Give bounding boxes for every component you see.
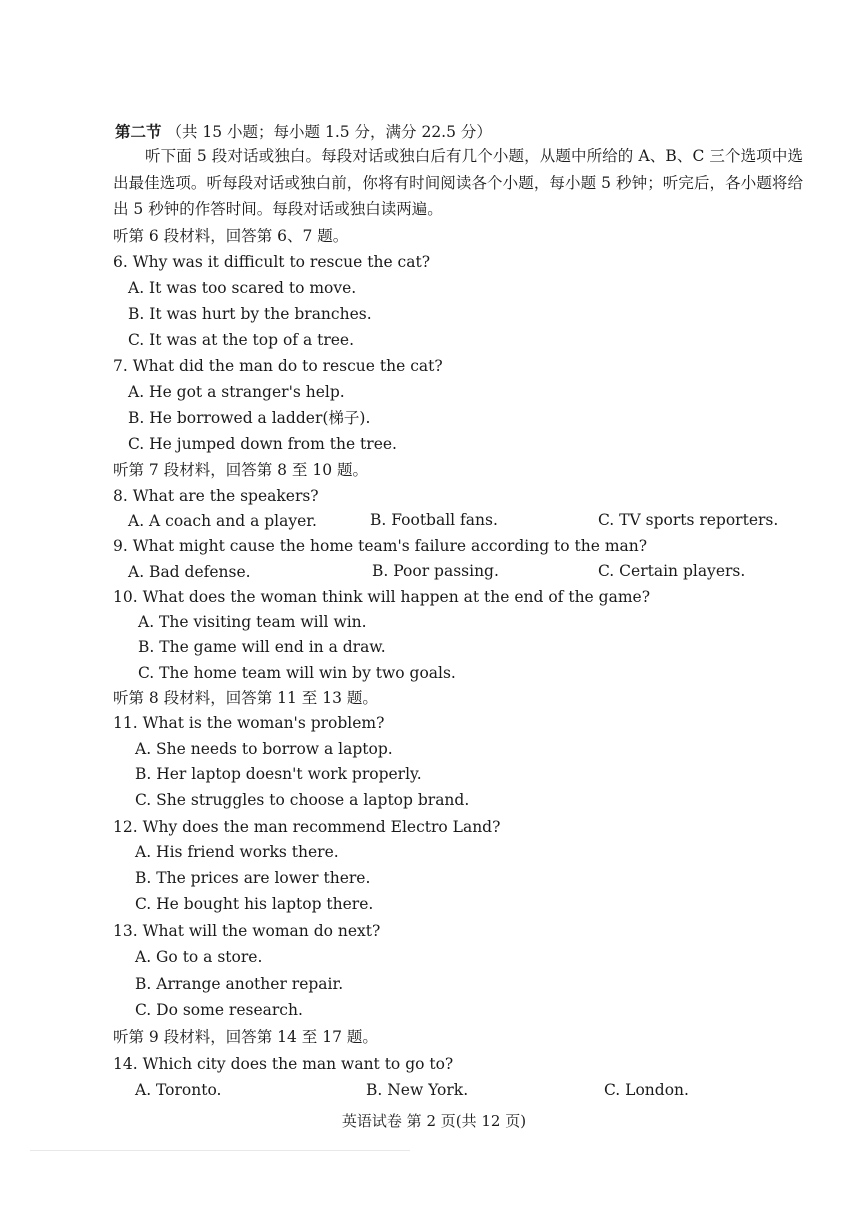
option: A. His friend works there. bbox=[135, 843, 339, 861]
option: C. He jumped down from the tree. bbox=[128, 435, 397, 453]
section-title: 第二节 bbox=[115, 122, 162, 141]
section-heading bbox=[115, 120, 492, 142]
option: C. He bought his laptop there. bbox=[135, 895, 374, 913]
question-stem: 12. Why does the man recommend Electro Land? bbox=[113, 818, 501, 836]
question-stem: 9. What might cause the home team's failure according to the man? bbox=[113, 537, 648, 555]
scan-artifact bbox=[30, 1150, 410, 1151]
option: A. She needs to borrow a laptop. bbox=[135, 740, 393, 758]
question-stem: 13. What will the woman do next? bbox=[113, 922, 381, 940]
question-stem: 10. What does the woman think will happen at the end of the game? bbox=[113, 588, 651, 606]
option: C. She struggles to choose a laptop brand. bbox=[135, 791, 470, 809]
option: C. Do some research. bbox=[135, 1001, 303, 1019]
option: B. The prices are lower there. bbox=[135, 869, 371, 887]
option: B. Her laptop doesn't work properly. bbox=[135, 765, 422, 783]
option: B. It was hurt by the branches. bbox=[128, 305, 372, 323]
group-label: 听第 9 段材料，回答第 14 至 17 题。 bbox=[113, 1028, 378, 1046]
option: A. A coach and a player. bbox=[128, 512, 317, 530]
question-stem: 11. What is the woman's problem? bbox=[113, 714, 385, 732]
option: B. New York. bbox=[366, 1081, 469, 1099]
group-label: 听第 6 段材料，回答第 6、7 题。 bbox=[113, 227, 349, 245]
option: C. TV sports reporters. bbox=[598, 511, 779, 529]
option: A. Bad defense. bbox=[128, 563, 251, 581]
option: B. Arrange another repair. bbox=[135, 975, 344, 993]
option: C. The home team will win by two goals. bbox=[138, 664, 456, 682]
option: B. He borrowed a ladder(梯子). bbox=[128, 409, 371, 427]
option: B. Poor passing. bbox=[372, 562, 499, 580]
page-footer: 英语试卷 第 2 页(共 12 页) bbox=[341, 1112, 527, 1130]
option: A. He got a stranger's help. bbox=[128, 383, 345, 401]
option: A. It was too scared to move. bbox=[128, 279, 357, 297]
section-instructions: 听下面 5 段对话或独白。每段对话或独白后有几个小题，从题中所给的 A、B、C 三个选项中选出最佳选项。听每段对话或独白前，你将有时间阅读各个小题，每小题 5 秒钟；听完后，各小题将给出 5 秒钟的作答时间。每段对话或独白读两遍。 bbox=[113, 147, 803, 218]
option: C. London. bbox=[604, 1081, 689, 1099]
group-label: 听第 8 段材料，回答第 11 至 13 题。 bbox=[113, 689, 378, 707]
question-stem: 8. What are the speakers? bbox=[113, 487, 319, 505]
question-stem: 7. What did the man do to rescue the cat? bbox=[113, 357, 443, 375]
option: A. The visiting team will win. bbox=[138, 613, 367, 631]
group-label: 听第 7 段材料，回答第 8 至 10 题。 bbox=[113, 461, 369, 479]
option: C. It was at the top of a tree. bbox=[128, 331, 355, 349]
option: B. Football fans. bbox=[370, 511, 498, 529]
option: A. Toronto. bbox=[135, 1081, 222, 1099]
section-note: （共 15 小题；每小题 1.5 分，满分 22.5 分） bbox=[166, 123, 492, 141]
option: B. The game will end in a draw. bbox=[138, 638, 386, 656]
option: C. Certain players. bbox=[598, 562, 746, 580]
question-stem: 6. Why was it difficult to rescue the cat? bbox=[113, 253, 431, 271]
question-stem: 14. Which city does the man want to go to? bbox=[113, 1055, 454, 1073]
option: A. Go to a store. bbox=[135, 948, 263, 966]
